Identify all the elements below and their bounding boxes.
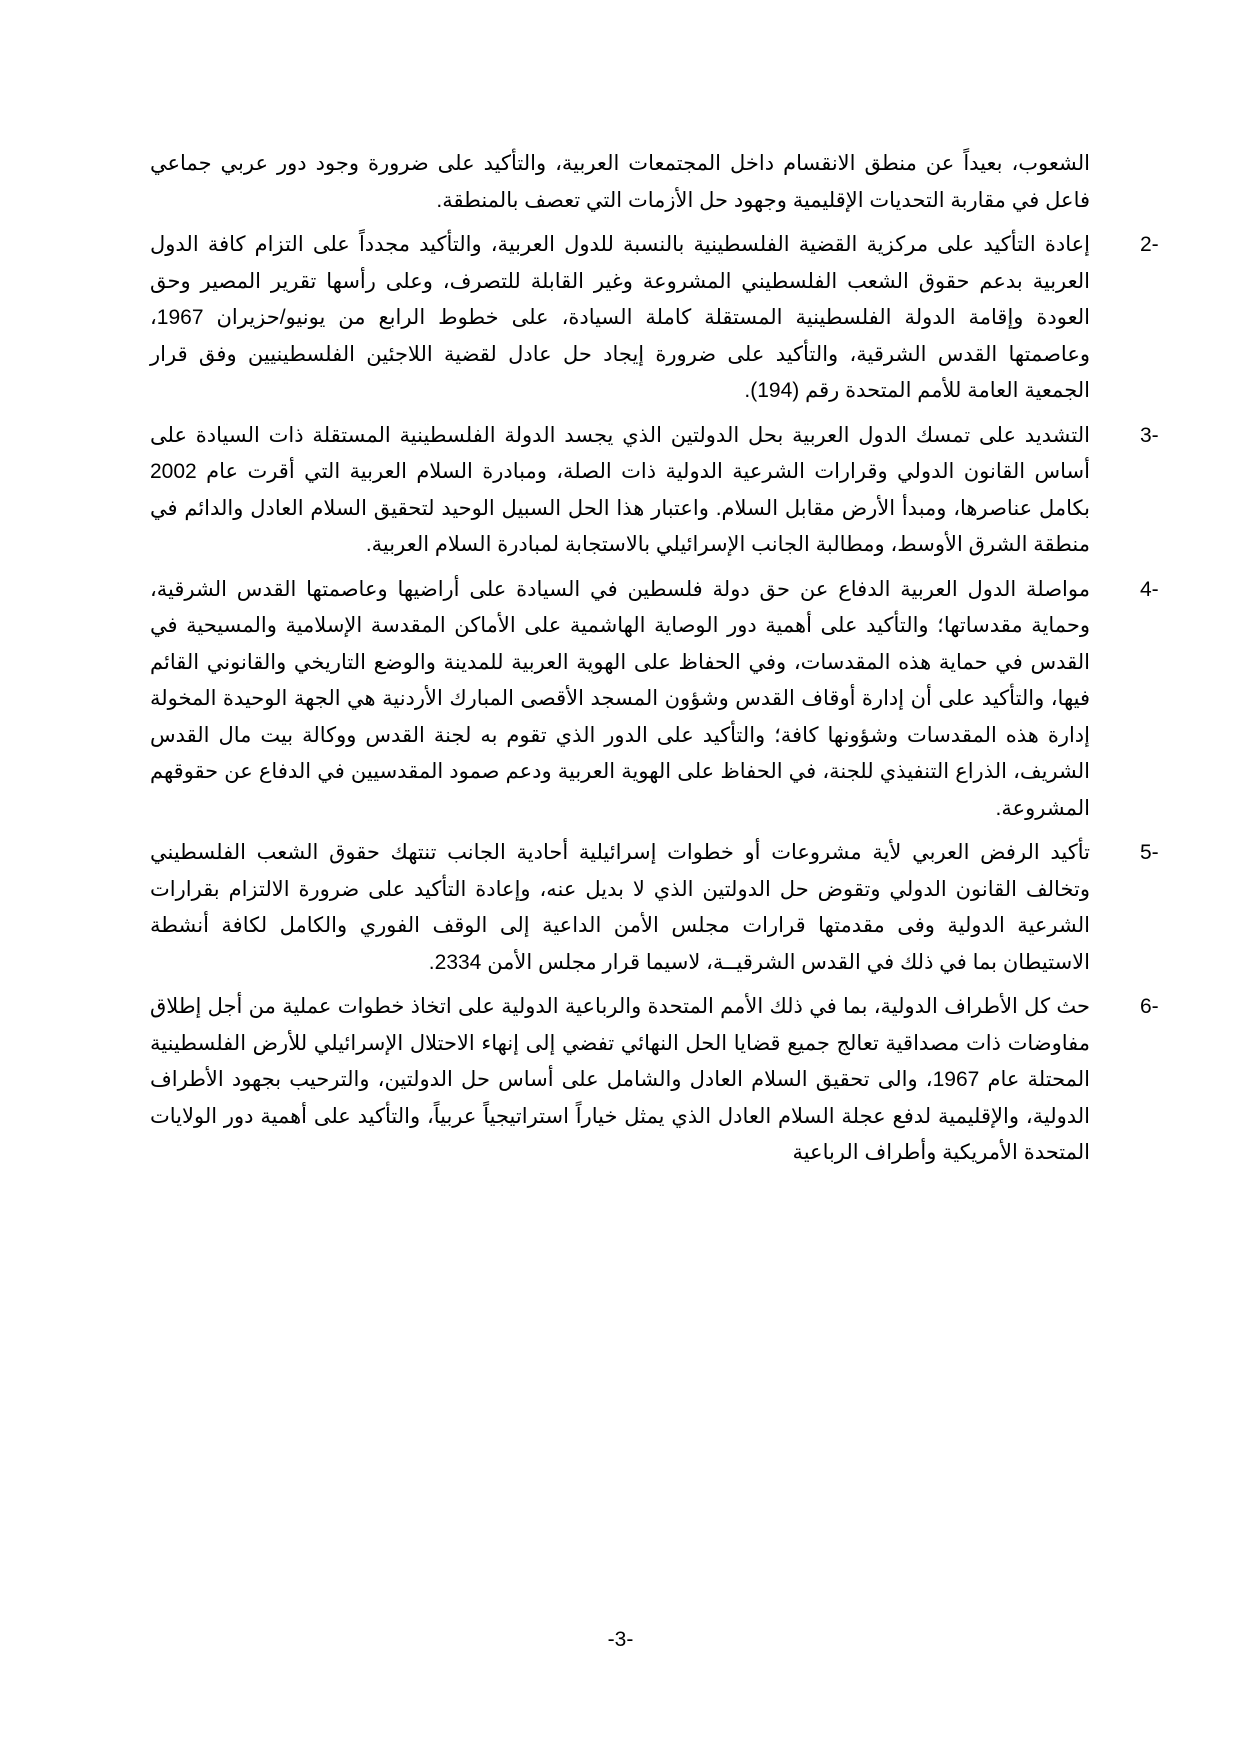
list-item-6 <box>150 989 1159 1172</box>
item-number: 3- <box>1140 423 1159 447</box>
list-item-2 <box>150 227 1159 410</box>
item-number: 2- <box>1140 233 1159 256</box>
document-body <box>150 146 1159 1172</box>
list-item-4 <box>150 572 1159 828</box>
list-item-3 <box>150 418 1159 564</box>
item-number: 5- <box>1140 841 1159 864</box>
item-text: تأكيد الرفض العربي لأية مشروعات أو خطوات إسرائيلية أحادية الجانب تنتهك حقوق الشعب الفلسطيني وتخالف القانون الدولي وتقوض حل الدولتين الذي لا بديل عنه، وإعادة التأكيد على ضرورة الالتزام بقرارات الشرعية الدولية وفى مقدمتها قرارات مجلس الأمن الداعية إلى الوقف الفوري والكامل لكافة أنشطة الاستيطان بما في ذلك في القدس الشرقيــة، لاسيما قرار مجلس الأمن 2334. <box>150 841 1090 974</box>
list-item-5 <box>150 835 1159 981</box>
page-number: -3- <box>607 1628 634 1651</box>
item-text: التشديد على تمسك الدول العربية بحل الدولتين الذي يجسد الدولة الفلسطينية المستقلة ذات السيادة على أساس القانون الدولي وقرارات الشرعية الدولية ذات الصلة، ومبادرة السلام العربية التي أقرت عام 2002 بكامل عناصرها، ومبدأ الأرض مقابل السلام. واعتبار هذا الحل السبيل الوحيد لتحقيق السلام العادل والدائم في منطقة الشرق الأوسط، ومطالبة الجانب الإسرائيلي بالاستجابة لمبادرة السلام العربية. <box>150 423 1090 556</box>
continuation-paragraph: الشعوب، بعيداً عن منطق الانقسام داخل المجتمعات العربية، والتأكيد على ضرورة وجود دور عربي جماعي فاعل في مقاربة التحديات الإقليمية وجهود حل الأزمات التي تعصف بالمنطقة. <box>150 152 1090 212</box>
item-text: إعادة التأكيد على مركزية القضية الفلسطينية بالنسبة للدول العربية، والتأكيد مجدداً على التزام كافة الدول العربية بدعم حقوق الشعب الفلسطيني المشروعة وغير القابلة للتصرف، وعلى رأسها تقرير المصير وحق العودة وإقامة الدولة الفلسطينية المستقلة كاملة السيادة، على خطوط الرابع من يونيو/حزيران 1967، وعاصمتها القدس الشرقية، والتأكيد على ضرورة إيجاد حل عادل لقضية اللاجئين الفلسطينيين وفق قرار الجمعية العامة للأمم المتحدة رقم (194). <box>150 233 1090 402</box>
item-number: 4- <box>1140 577 1159 601</box>
item-text: مواصلة الدول العربية الدفاع عن حق دولة فلسطين في السيادة على أراضيها وعاصمتها القدس الشرقية، وحماية مقدساتها؛ والتأكيد على أهمية دور الوصاية الهاشمية على الأماكن المقدسة الإسلامية والمسيحية في القدس في حماية هذه المقدسات، وفي الحفاظ على الهوية العربية للمدينة والوضع التاريخي والقانوني القائم فيها، والتأكيد على أن إدارة أوقاف القدس وشؤون المسجد الأقصى المبارك الأردنية هي الجهة الوحيدة المخولة إدارة هذه المقدسات وشؤونها كافة؛ والتأكيد على الدور الذي تقوم به لجنة القدس ووكالة بيت مال القدس الشريف، الذراع التنفيذي للجنة، في الحفاظ على الهوية العربية ودعم صمود المقدسيين في الدفاع عن حقوقهم المشروعة. <box>150 577 1090 820</box>
item-text: حث كل الأطراف الدولية، بما في ذلك الأمم المتحدة والرباعية الدولية على اتخاذ خطوات عملية من أجل إطلاق مفاوضات ذات مصداقية تعالج جميع قضايا الحل النهائي تفضي إلى إنهاء الاحتلال الإسرائيلي للأرض الفلسطينية المحتلة عام 1967، والى تحقيق السلام العادل والشامل على أساس حل الدولتين، والترحيب بجهود الأطراف الدولية، والإقليمية لدفع عجلة السلام العادل الذي يمثل خياراً استراتيجياً عربياً، والتأكيد على أهمية دور الولايات المتحدة الأمريكية وأطراف الرباعية <box>150 995 1091 1164</box>
item-number: 6- <box>1140 995 1159 1018</box>
